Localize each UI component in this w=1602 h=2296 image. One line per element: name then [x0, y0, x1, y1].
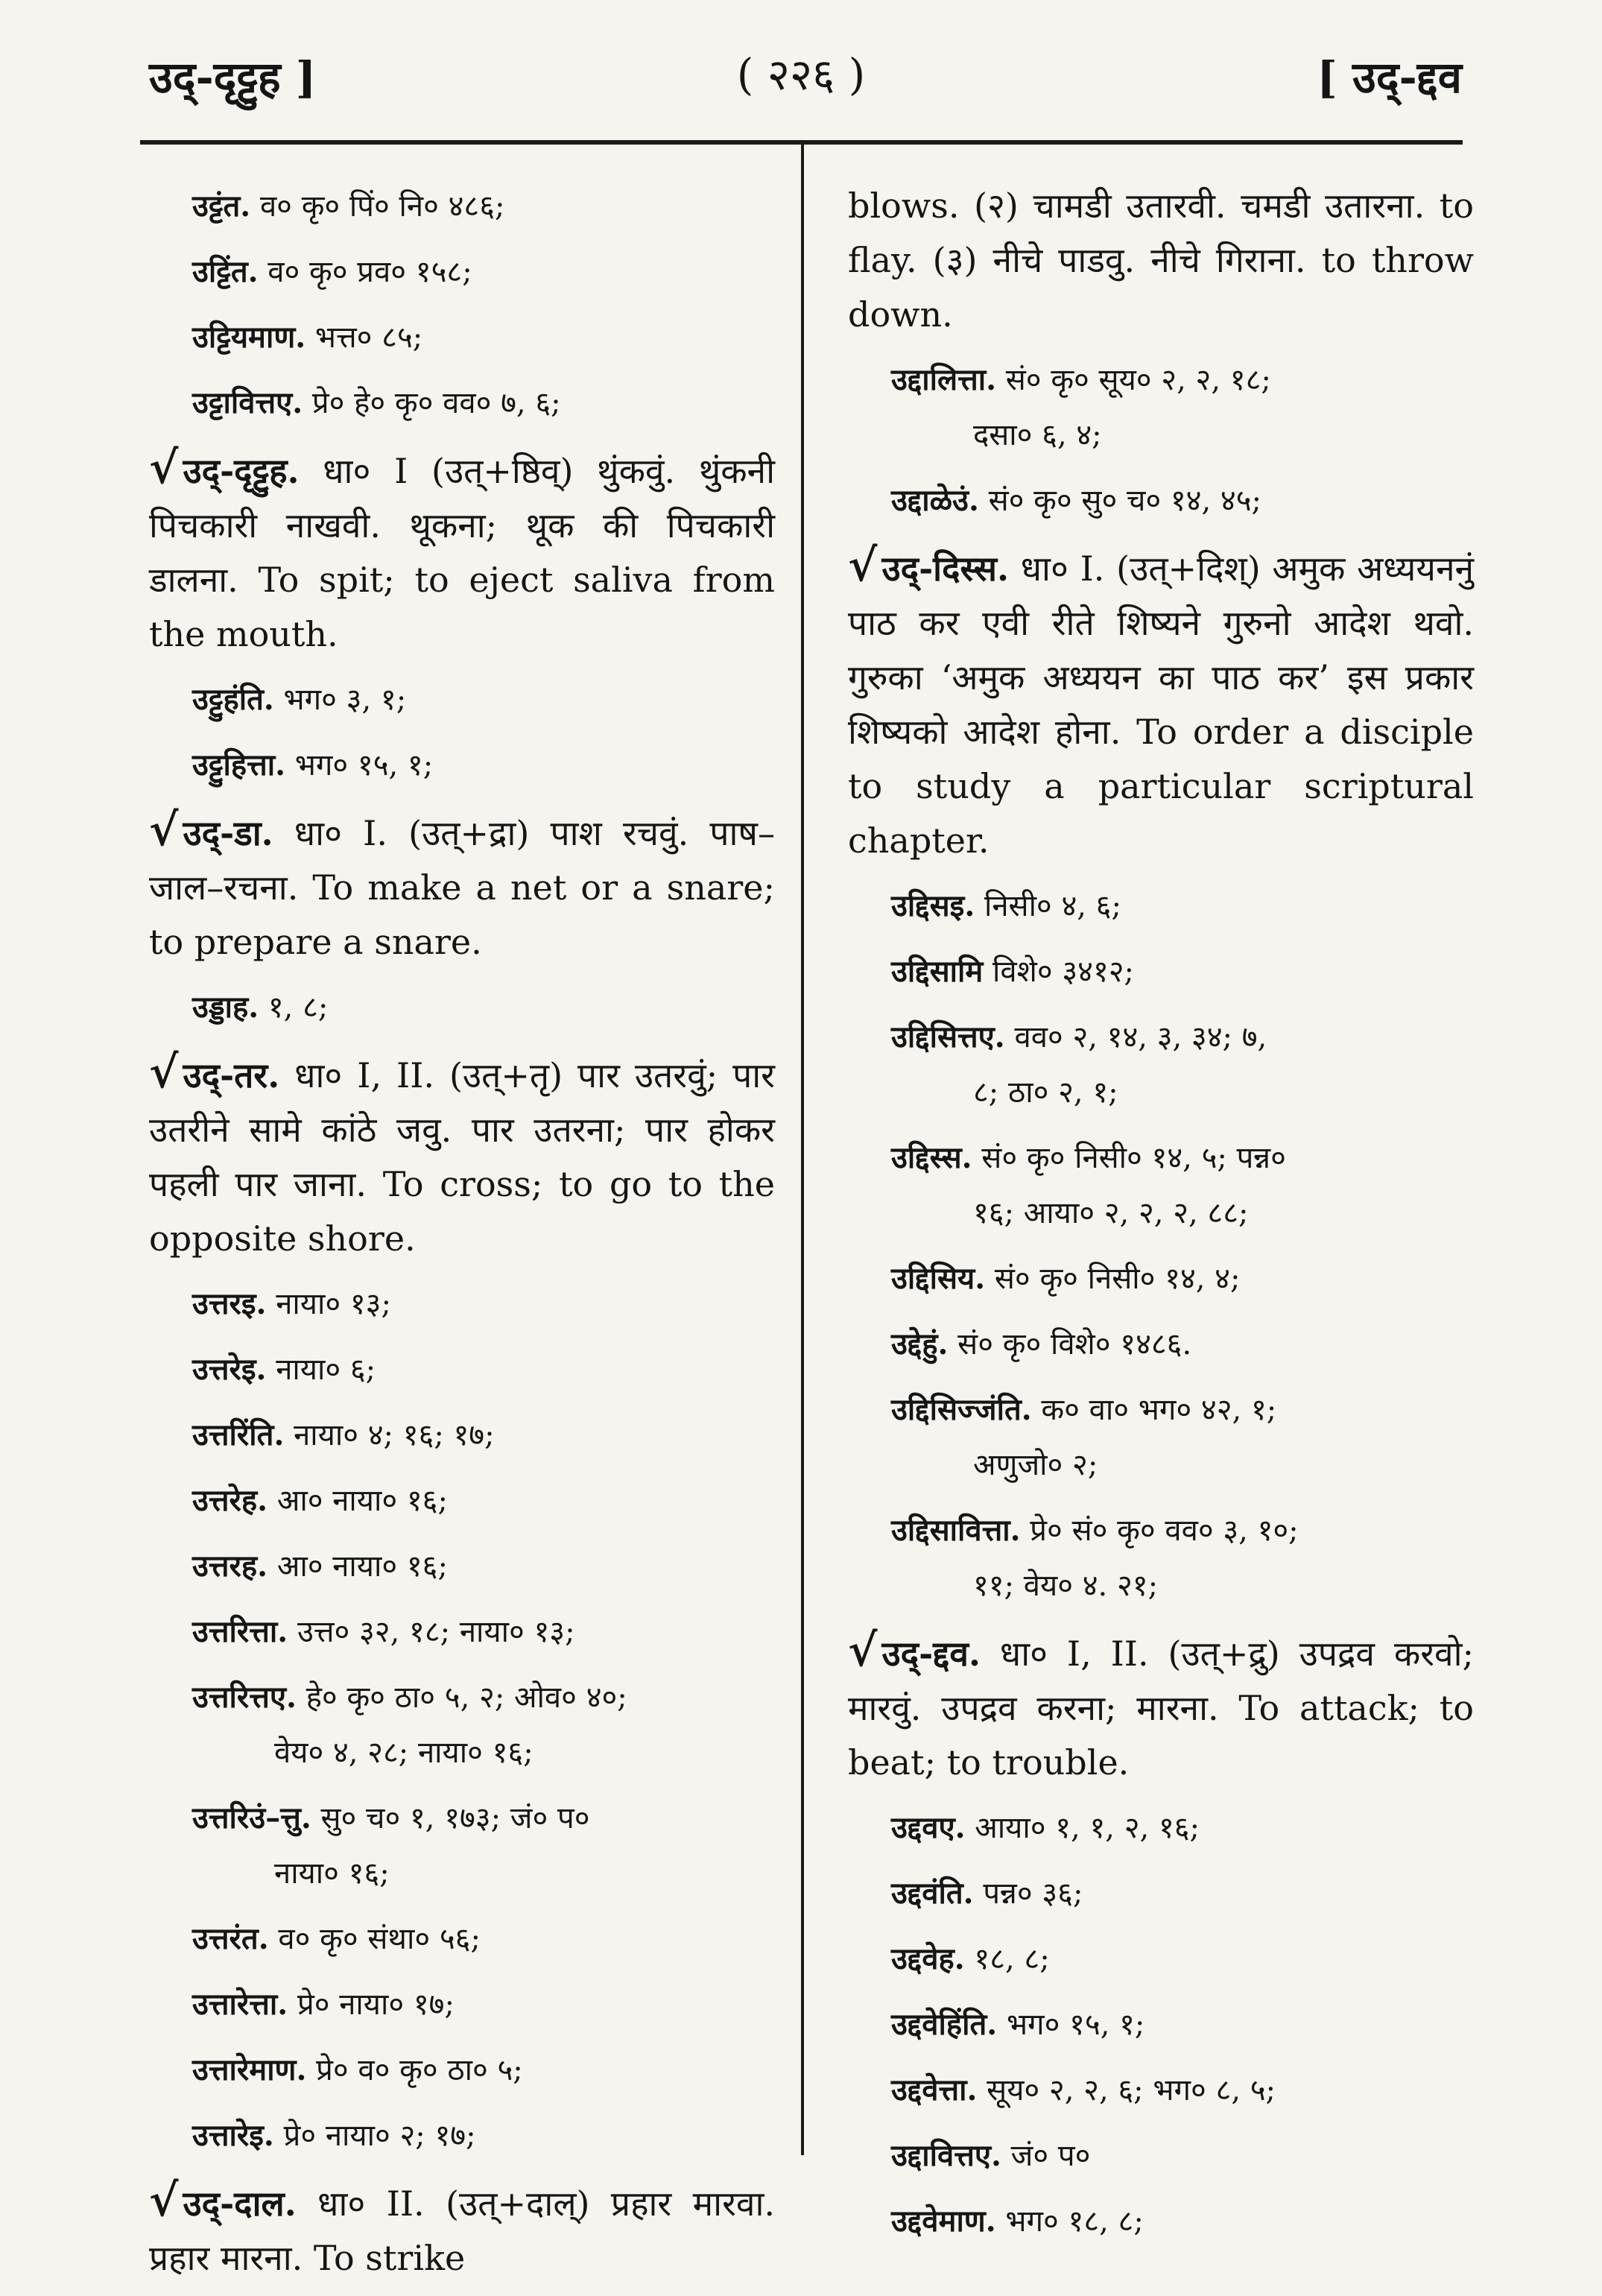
inflected-form-entry — [891, 1130, 1474, 1241]
inflected-form-entry — [192, 376, 775, 431]
inflected-form: उद्दिसामि — [891, 954, 984, 989]
definition-text: धा० I. (उत्+द्रा) पाश रचवुं. पाष–जाल–रचना. To make a net or a snare; to prepare a snare. — [149, 813, 776, 962]
citation-reference: आ० नाया० १६; — [276, 1484, 448, 1518]
citation-reference: भत्त० ८५; — [314, 320, 423, 355]
citation-reference: प्रे० नाया० २; १७; — [283, 2119, 476, 2153]
citation-continuation: वेय० ४, २८; नाया० १६; — [274, 1736, 534, 1770]
running-head-left: उद्-दृट्टुह ] — [149, 52, 317, 103]
citation-reference: १, ८; — [267, 990, 329, 1025]
citation-reference: प्रे० नाया० १७; — [297, 1987, 455, 2022]
inflected-form: उद्दिसिय. — [891, 1261, 986, 1296]
left-column — [149, 179, 775, 2296]
inflected-form: उट्टियमाण. — [192, 320, 306, 355]
citation-reference: आया० १, १, २, १६; — [975, 1811, 1200, 1845]
inflected-form: उद्दिसावित्ता. — [891, 1513, 1021, 1548]
root-check-mark: √ — [149, 442, 179, 494]
inflected-form: उत्तरित्ता. — [192, 1614, 288, 1649]
citation-reference: भग० ३, १; — [283, 683, 407, 717]
page-number: ( २२६ ) — [736, 49, 866, 100]
headword: उद्-दृट्टुह. — [183, 451, 300, 491]
inflected-form: उत्तरित्तए. — [192, 1680, 297, 1715]
inflected-form-entry — [891, 1932, 1474, 1987]
inflected-form: उद्दिस्स. — [891, 1140, 972, 1175]
headword-entry — [149, 441, 775, 662]
inflected-form-entry — [891, 1382, 1474, 1493]
citation-reference: हे० कृ० ठा० ५, २; ओव० ४०; — [305, 1680, 627, 1715]
inflected-form: उड्डाह. — [192, 990, 259, 1025]
citation-continuation: ८; ठा० २, १; — [973, 1075, 1118, 1110]
inflected-form: उद्दिसित्तए. — [891, 1019, 1005, 1054]
citation-continuation: अणुजो० २; — [973, 1448, 1098, 1482]
running-head-right: [ उद्-द्दव — [1317, 52, 1462, 103]
headword-entry — [149, 2174, 775, 2286]
inflected-form: उत्तारेत्ता. — [192, 1987, 288, 2022]
citation-reference: १८, ८; — [974, 1942, 1050, 1976]
citation-reference: वव० २, १४, ३, ३४; ७, — [1014, 1020, 1267, 1054]
citation-reference: सं० कृ० विशे० १४८६. — [957, 1327, 1192, 1362]
inflected-form-entry — [891, 879, 1474, 934]
inflected-form: उद्दवंति. — [891, 1876, 974, 1911]
inflected-form-entry — [192, 244, 775, 300]
citation-continuation: दसा० ६, ४; — [973, 418, 1102, 452]
citation-reference: सं० कृ० सु० च० १४, ४५; — [988, 484, 1261, 518]
inflected-form: उद्दवए. — [891, 1810, 966, 1845]
citation-reference: व० कृ० पिं० नि० ४८६; — [259, 189, 505, 224]
citation-reference: सूय० २, २, ६; भग० ८, ५; — [987, 2073, 1276, 2107]
inflected-form-entry — [192, 672, 775, 727]
definition-text: धा० I, II. (उत्+द्रु) उपद्रव करवो; मारवुं. उपद्रव करना; मारना. To attack; to beat; to trouble. — [848, 1634, 1474, 1783]
inflected-form: उत्तारेइ. — [192, 2118, 274, 2153]
inflected-form-entry — [192, 179, 775, 234]
inflected-form-entry — [891, 1997, 1474, 2052]
definition-continuation: blows. (२) चामडी उतारवी. चमडी उतारना. to flay. (३) नीचे पाडवु. नीचे गिराना. to throw down. — [848, 186, 1474, 335]
inflected-form: उद्दाळेउं. — [891, 483, 979, 518]
definition-text: धा० I, II. (उत्+तृ) पार उतरवुं; पार उतरीने सामे कांठे जवु. पार उतरना; पार होकर पहली पार जाना. To cross; to go to the opposite shore. — [149, 1055, 775, 1259]
root-check-mark: √ — [149, 2175, 179, 2227]
headword-entry — [848, 539, 1474, 868]
citation-reference: विशे० ३४१२; — [992, 955, 1135, 989]
citation-reference: पन्न० ३६; — [983, 1876, 1083, 1911]
inflected-form-entry — [192, 1473, 775, 1528]
citation-reference: व० कृ० प्रव० १५८; — [267, 255, 472, 289]
inflected-form: उत्तरिउं–त्तु. — [192, 1800, 311, 1835]
inflected-form: उद्दालित्ता. — [891, 362, 997, 397]
citation-reference: निसी० ४, ६; — [984, 889, 1121, 923]
inflected-form: उद्देहुं. — [891, 1326, 949, 1362]
citation-reference: नाया० १३; — [276, 1287, 391, 1321]
inflected-form: उद्दिसिज्जंति. — [891, 1392, 1032, 1427]
inflected-form: उट्टुहंति. — [192, 682, 274, 717]
inflected-form: उद्दिसइ. — [891, 888, 975, 923]
inflected-form-entry — [192, 1408, 775, 1463]
headword: उद्-तर. — [183, 1055, 280, 1095]
headword-entry — [848, 1624, 1474, 1790]
inflected-form-entry — [192, 980, 775, 1035]
inflected-form: उत्तरेह. — [192, 1483, 268, 1518]
inflected-form-entry — [192, 1670, 775, 1780]
inflected-form: उट्टुहित्ता. — [192, 747, 286, 782]
inflected-form-entry — [891, 2128, 1474, 2183]
citation-reference: नाया० ४; १६; १७; — [294, 1418, 495, 1452]
inflected-form-entry — [192, 1539, 775, 1594]
headword-entry — [149, 803, 775, 970]
headword-entry — [149, 1046, 775, 1266]
citation-reference: सं० कृ० सूय० २, २, १८; — [1005, 363, 1271, 397]
citation-continuation: नाया० १६; — [274, 1856, 390, 1891]
inflected-form-entry — [891, 2194, 1474, 2249]
inflected-form: उत्तरह. — [192, 1549, 268, 1584]
inflected-form-entry — [192, 1277, 775, 1332]
definition-text: धा० II. (उत्+दाल्) प्रहार मारवा. प्रहार मारना. To strike — [149, 2183, 776, 2278]
citation-reference: आ० नाया० १६; — [276, 1549, 448, 1584]
inflected-form-entry — [891, 1251, 1474, 1306]
inflected-form: उद्दवेह. — [891, 1941, 965, 1976]
inflected-form: उत्तारेमाण. — [192, 2052, 307, 2087]
citation-continuation: १६; आया० २, २, २, ८८; — [973, 1196, 1249, 1230]
inflected-form-entry — [891, 1800, 1474, 1856]
inflected-form: उट्टंत. — [192, 189, 251, 224]
inflected-form-entry — [192, 1977, 775, 2032]
inflected-form: उट्टिंत. — [192, 254, 259, 289]
inflected-form-entry — [891, 1866, 1474, 1921]
citation-reference: क० वा० भग० ४२, १; — [1041, 1393, 1277, 1427]
root-check-mark: √ — [848, 1625, 878, 1677]
column-divider — [801, 143, 804, 2155]
inflected-form-entry — [192, 2043, 775, 2098]
inflected-form: उत्तरिंति. — [192, 1417, 285, 1452]
citation-reference: सु० च० १, १७३; जं० प० — [320, 1801, 590, 1835]
inflected-form-entry — [192, 1911, 775, 1967]
citation-reference: प्रे० सं० कृ० वव० ३, १०; — [1030, 1514, 1299, 1548]
headword: उद्-दिस्स. — [881, 548, 1009, 589]
inflected-form-entry — [891, 1317, 1474, 1372]
inflected-form: उत्तरंत. — [192, 1921, 269, 1956]
citation-reference: प्रे० व० कृ० ठा० ५; — [316, 2053, 523, 2087]
inflected-form: उद्दावित्तए. — [891, 2138, 1001, 2173]
definition-text: धा० I (उत्+ष्ठिव्) थुंकवुं. थुंकनी पिचकारी नाखवी. थूकना; थूक की पिचकारी डालना. To spit; to eject saliva from the mouth. — [149, 451, 775, 654]
inflected-form-entry — [192, 310, 775, 365]
inflected-form: उद्दवेत्ता. — [891, 2072, 978, 2107]
inflected-form-entry — [891, 1010, 1474, 1120]
citation-reference: उत्त० ३२, १८; नाया० १३; — [297, 1615, 575, 1649]
inflected-form-entry — [192, 738, 775, 793]
inflected-form: उत्तरइ. — [192, 1286, 267, 1321]
citation-reference: प्रे० हे० कृ० वव० ७, ६; — [311, 386, 561, 420]
inflected-form-entry — [891, 1503, 1474, 1613]
inflected-form-entry — [192, 1342, 775, 1397]
inflected-form: उट्टावित्तए. — [192, 385, 303, 420]
root-check-mark: √ — [149, 1046, 179, 1098]
root-check-mark: √ — [848, 540, 878, 592]
inflected-form-entry — [192, 1791, 775, 1901]
inflected-form: उद्दवेहिंति. — [891, 2007, 998, 2042]
inflected-form-entry — [891, 2063, 1474, 2118]
inflected-form: उद्दवेमाण. — [891, 2204, 996, 2239]
citation-reference: सं० कृ० निसी० १४, ५; पन्न० — [981, 1141, 1286, 1175]
citation-reference: भग० १५, १; — [294, 748, 434, 782]
citation-continuation: ११; वेय० ४. २१; — [973, 1569, 1159, 1603]
definition-text: धा० I. (उत्+दिश्) अमुक अध्ययननुं पाठ कर एवी रीते शिष्यने गुरुनो आदेश थवो. गुरुका ‘अमुक अध्ययन का पाठ कर’ इस प्रकार शिष्यको आदेश होना. To order a disciple to study a particular scriptural chapter. — [848, 548, 1475, 861]
inflected-form-entry — [192, 2108, 775, 2163]
right-column — [848, 179, 1474, 2259]
inflected-form-entry — [891, 473, 1474, 528]
inflected-form-entry — [891, 944, 1474, 999]
citation-reference: सं० कृ० निसी० १४, ४; — [994, 1262, 1241, 1296]
headword: उद्-डा. — [183, 813, 273, 853]
inflected-form: उत्तरेइ. — [192, 1352, 267, 1387]
inflected-form-entry — [891, 352, 1474, 463]
headword: उद्-दाल. — [183, 2183, 297, 2224]
citation-reference: नाया० ६; — [276, 1353, 376, 1387]
root-check-mark: √ — [149, 804, 179, 856]
headword: उद्-द्दव. — [881, 1634, 981, 1674]
citation-reference: भग० १५, १; — [1006, 2008, 1145, 2042]
citation-reference: व० कृ० संथा० ५६; — [278, 1922, 481, 1956]
inflected-form-entry — [192, 1604, 775, 1660]
citation-reference: भग० १८, ८; — [1005, 2204, 1144, 2239]
citation-reference: जं० प० — [1010, 2139, 1091, 2173]
